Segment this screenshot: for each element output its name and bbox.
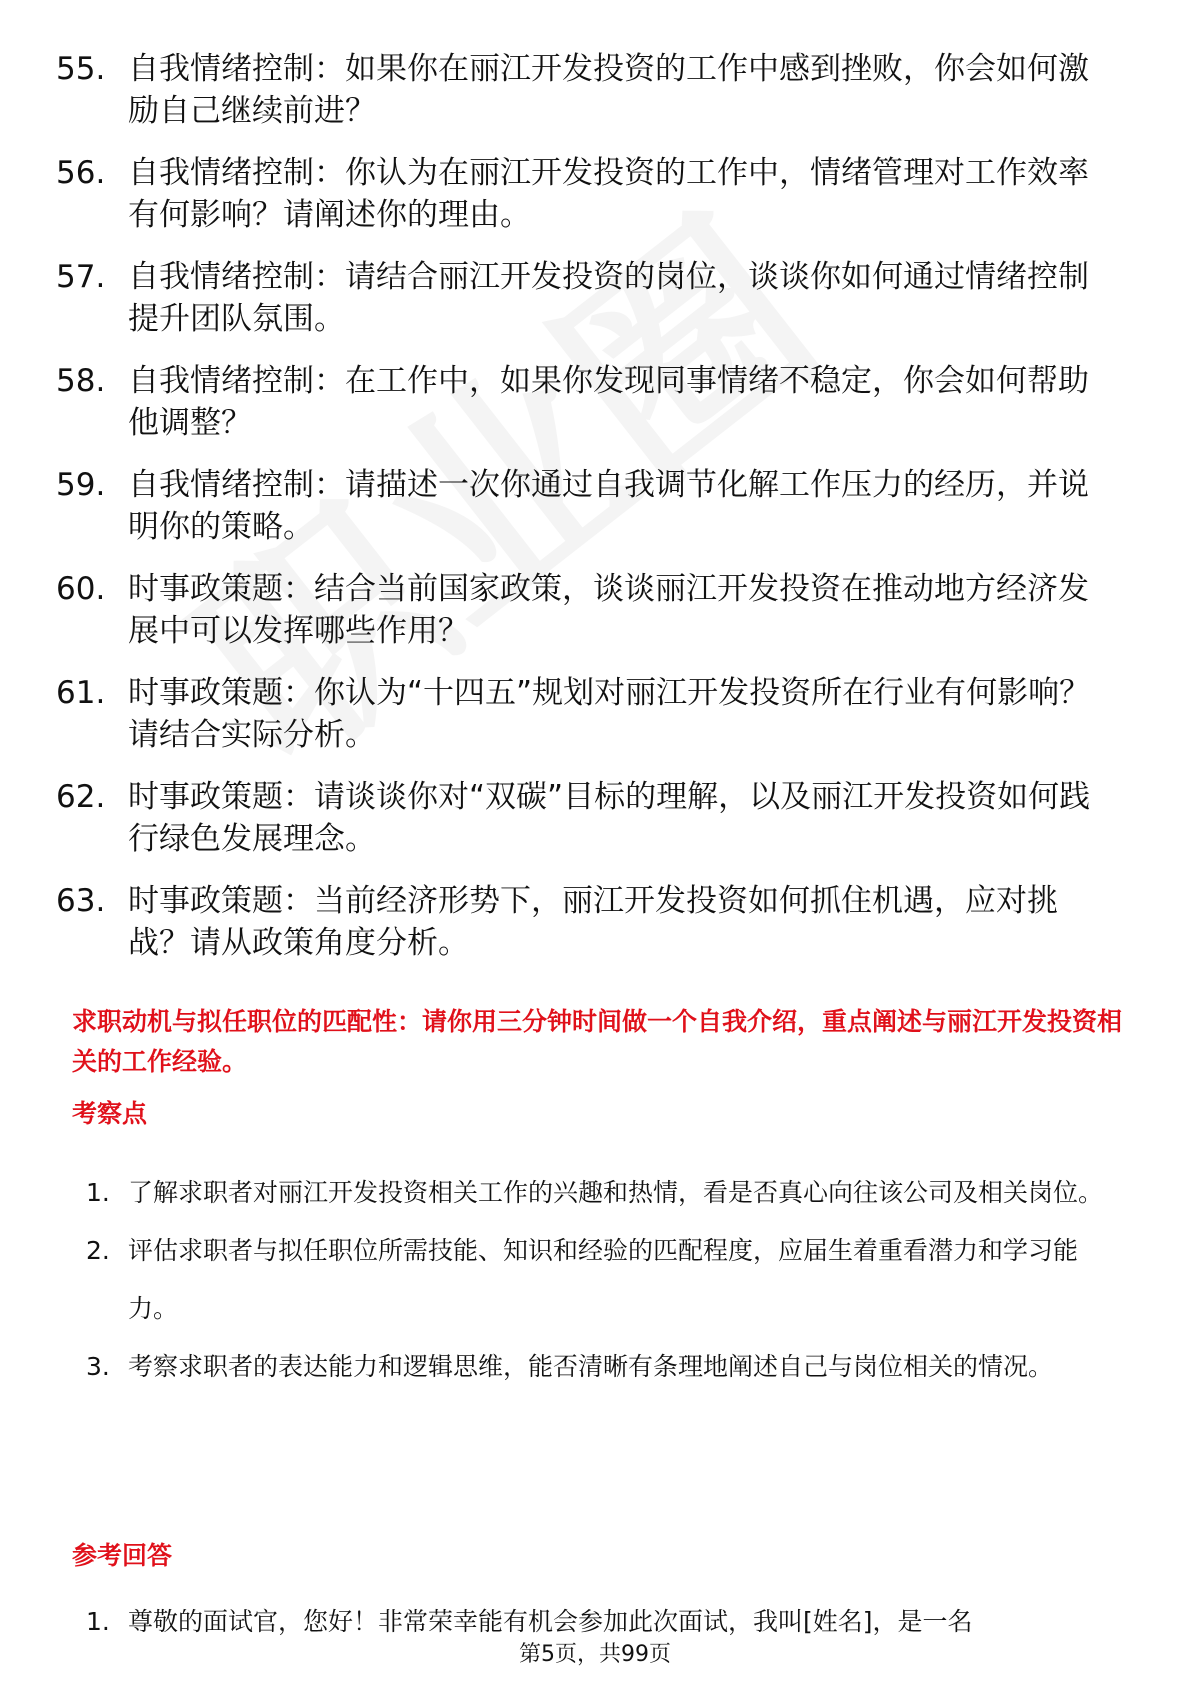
exam-point-text: 考察求职者的表达能力和逻辑思维，能否清晰有条理地阐述自己与岗位相关的情况。	[128, 1352, 1054, 1381]
motive-question: 求职动机与拟任职位的匹配性：请你用三分钟时间做一个自我介绍，重点阐述与丽江开发投资相关的工作经验。	[72, 1007, 1123, 1076]
question-number: 56.	[56, 155, 106, 191]
question-text: 自我情绪控制：如果你在丽江开发投资的工作中感到挫败，你会如何激励自己继续前进？	[128, 51, 1089, 129]
exam-point-number: 2.	[86, 1236, 110, 1265]
question-item	[0, 568, 1190, 652]
question-item	[0, 152, 1190, 236]
exam-point-text: 评估求职者与拟任职位所需技能、知识和经验的匹配程度，应届生着重看潜力和学习能力。	[128, 1236, 1079, 1323]
question-number: 61.	[56, 675, 106, 711]
question-number: 62.	[56, 779, 106, 815]
question-text: 时事政策题：请谈谈你对“双碳”目标的理解，以及丽江开发投资如何践行绿色发展理念。	[128, 779, 1091, 857]
answer-number: 1.	[86, 1607, 110, 1636]
question-text: 时事政策题：你认为“十四五”规划对丽江开发投资所在行业有何影响？请结合实际分析。	[128, 675, 1091, 753]
question-number: 55.	[56, 51, 106, 87]
question-text: 时事政策题：当前经济形势下，丽江开发投资如何抓住机遇，应对挑战？请从政策角度分析。	[128, 883, 1058, 961]
question-text: 自我情绪控制：请结合丽江开发投资的岗位，谈谈你如何通过情绪控制提升团队氛围。	[128, 259, 1089, 337]
exam-points-heading: 考察点	[72, 1099, 148, 1128]
exam-point-text: 了解求职者对丽江开发投资相关工作的兴趣和热情，看是否真心向往该公司及相关岗位。	[128, 1178, 1104, 1207]
question-item	[0, 360, 1190, 444]
exam-point-item	[0, 1164, 1190, 1222]
question-item	[0, 672, 1190, 756]
question-item	[0, 48, 1190, 132]
question-item	[0, 464, 1190, 548]
question-text: 自我情绪控制：在工作中，如果你发现同事情绪不稳定，你会如何帮助他调整？	[128, 363, 1089, 441]
question-item	[0, 256, 1190, 340]
answer-text: 尊敬的面试官，您好！非常荣幸能有机会参加此次面试，我叫[姓名]，是一名	[128, 1607, 973, 1636]
reference-answer-heading: 参考回答	[72, 1541, 173, 1570]
exam-point-item	[0, 1338, 1190, 1396]
exam-point-item	[0, 1222, 1190, 1338]
exam-point-number: 3.	[86, 1352, 110, 1381]
question-list	[0, 48, 1190, 984]
question-number: 60.	[56, 571, 106, 607]
question-text: 自我情绪控制：你认为在丽江开发投资的工作中，情绪管理对工作效率有何影响？请阐述你的理由。	[128, 155, 1089, 233]
question-number: 59.	[56, 467, 106, 503]
question-item	[0, 776, 1190, 860]
question-number: 57.	[56, 259, 106, 295]
exam-point-number: 1.	[86, 1178, 110, 1207]
exam-points-list	[0, 1164, 1190, 1396]
question-text: 时事政策题：结合当前国家政策，谈谈丽江开发投资在推动地方经济发展中可以发挥哪些作用？	[128, 571, 1089, 649]
question-item	[0, 880, 1190, 964]
page-footer: 第5页，共99页	[519, 1642, 671, 1667]
question-text: 自我情绪控制：请描述一次你通过自我调节化解工作压力的经历，并说明你的策略。	[128, 467, 1089, 545]
question-number: 58.	[56, 363, 106, 399]
question-number: 63.	[56, 883, 106, 919]
